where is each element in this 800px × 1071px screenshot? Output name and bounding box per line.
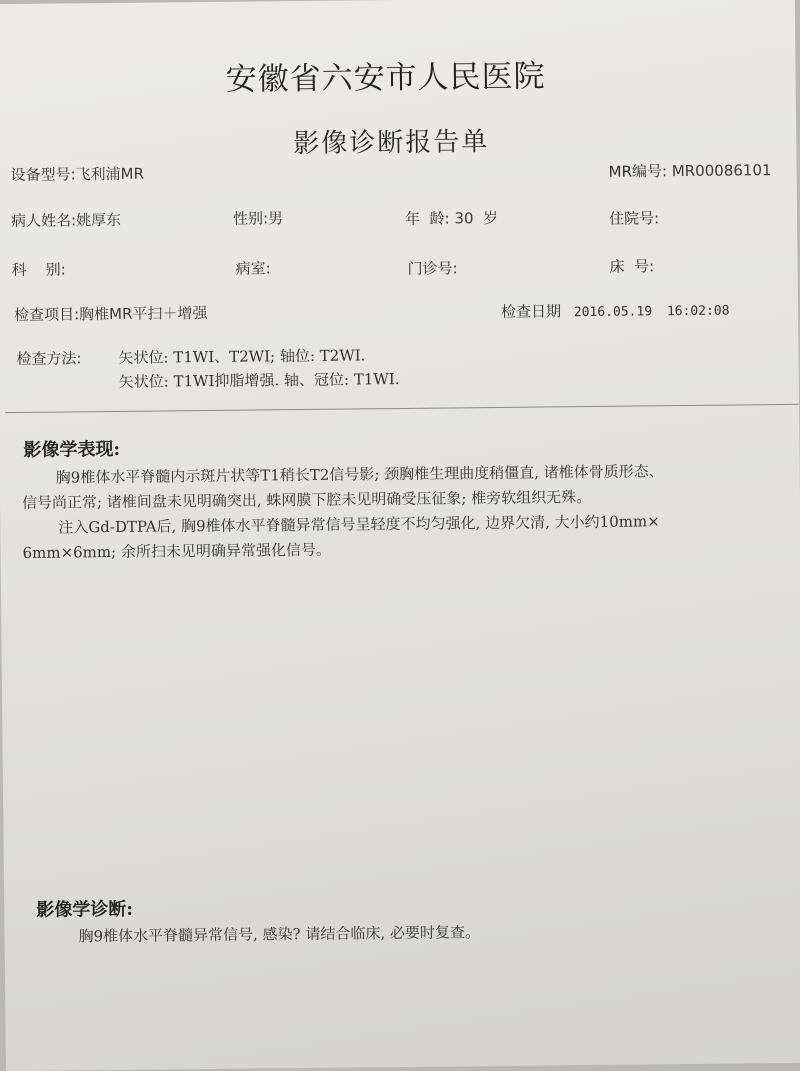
exam-time-value: 16:02:08	[666, 303, 730, 320]
report-title: 影像诊断报告单	[293, 127, 490, 160]
exam-method-line-1: 矢状位: T1WI、T2WI; 轴位: T2WI.	[118, 346, 366, 367]
exam-method-label: 检查方法:	[16, 349, 82, 369]
findings-line-1: 胸9椎体水平脊髓内示斑片状等T1稍长T2信号影; 颈胸椎生理曲度稍僵直, 诸椎体骨质形态、	[55, 462, 664, 487]
device-value: 飞利浦MR	[75, 164, 145, 184]
patient-name-label: 病人姓名:	[10, 211, 77, 231]
findings-line-4: 6mm×6mm; 余所扫未见明确异常强化信号。	[22, 540, 331, 562]
device-row	[10, 163, 144, 185]
age-unit: 岁	[482, 208, 499, 228]
findings-line-2: 信号尚正常; 诸椎间盘未见明确突出, 蛛网膜下腔未见明确受压征象; 椎旁软组织无殊。	[21, 487, 592, 512]
mr-number-row	[608, 159, 771, 182]
inpatient-no-label: 住院号:	[608, 209, 660, 228]
section-divider	[5, 404, 800, 413]
sex-value: 男	[268, 209, 284, 228]
diagnosis-heading: 影像学诊断:	[36, 898, 134, 921]
age-field	[405, 207, 498, 229]
findings-line-3: 注入Gd-DTPA后, 胸9椎体水平脊髓异常信号呈轻度不均匀强化, 边界欠清, 大小约10mm×	[58, 512, 660, 537]
outpatient-no-label: 门诊号:	[407, 259, 458, 278]
exam-method-line-2: 矢状位: T1WI抑脂增强. 轴、冠位: T1WI.	[118, 369, 400, 391]
exam-item-label: 检查项目:	[13, 305, 80, 325]
hospital-name: 安徽省六安市人民医院	[225, 58, 546, 98]
sex-field	[233, 207, 283, 229]
age-value: 30	[454, 209, 474, 228]
patient-name-value: 姚厚东	[76, 210, 122, 230]
exam-item-field	[14, 302, 208, 325]
mr-number-label: MR编号:	[608, 162, 668, 181]
diagnosis-text: 胸9椎体水平脊髓异常信号, 感染? 请结合临床, 必要时复查。	[78, 923, 481, 946]
bed-no-label: 床 号:	[609, 257, 655, 276]
device-label: 设备型号:	[10, 165, 76, 185]
exam-date-label: 检查日期	[500, 302, 562, 321]
mr-number-value: MR00086101	[671, 161, 772, 181]
sex-label: 性别:	[232, 209, 269, 228]
exam-date-field	[501, 299, 730, 322]
department-label: 科 别:	[11, 260, 66, 280]
exam-date-value: 2016.05.19	[573, 304, 653, 321]
ward-label: 病室:	[235, 259, 271, 278]
findings-heading: 影像学表现:	[23, 438, 121, 461]
patient-name-field	[11, 209, 121, 231]
age-label: 年 龄:	[404, 209, 450, 228]
exam-item-value: 胸椎MR平扫＋增强	[79, 304, 208, 324]
inpatient-no-field	[609, 207, 659, 229]
